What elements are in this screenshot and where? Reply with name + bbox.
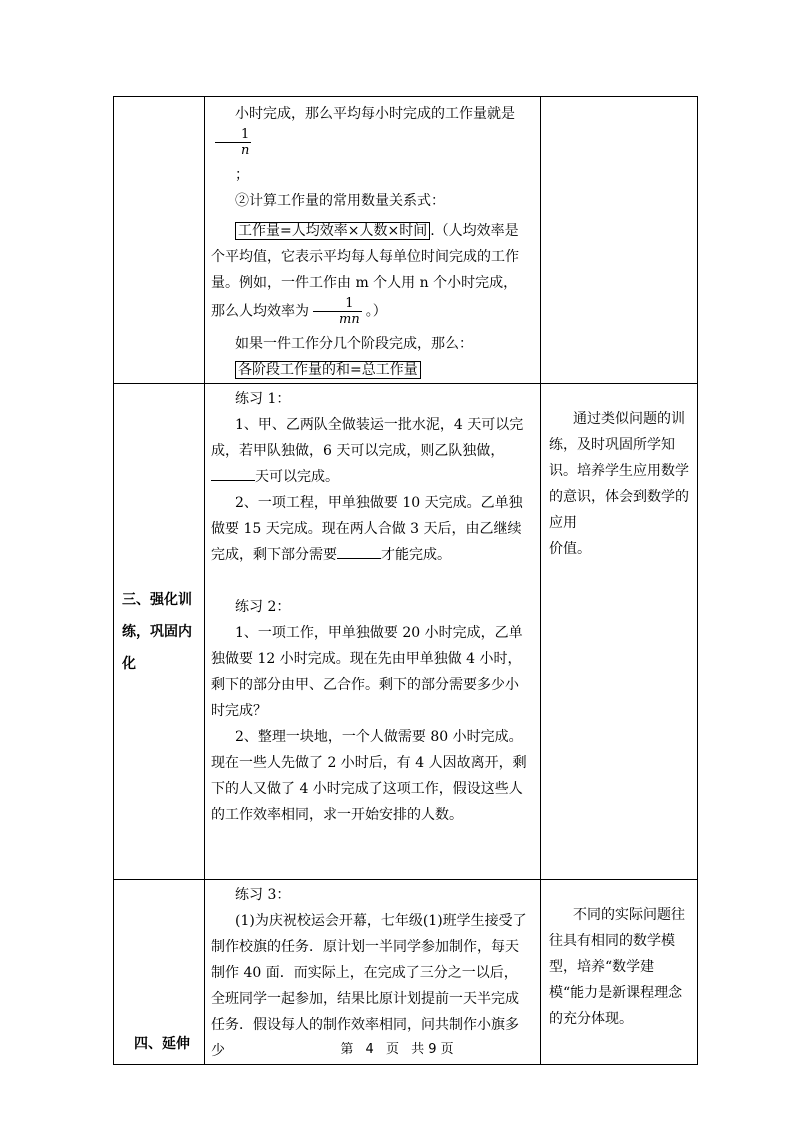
content-cell (205, 384, 541, 880)
section-cell (114, 880, 205, 1065)
note-cell (541, 97, 698, 384)
section-title: 四、延伸 (134, 1036, 190, 1052)
lesson-plan-table (113, 96, 698, 1065)
table-row (114, 97, 698, 384)
content-cell (205, 880, 541, 1065)
text-line: 如果一件工作分几个阶段完成，那么： (235, 336, 473, 352)
text-line (211, 357, 530, 383)
table-row (114, 880, 698, 1065)
text-line: ； (235, 167, 249, 183)
answer-blank (211, 466, 255, 481)
text-line: 小时完成，那么平均每小时完成的工作量就是 $\frac{1}{n}$ (211, 101, 530, 158)
page-number: 4 (365, 1042, 374, 1057)
text-line: ②计算工作量的常用数量关系式： (235, 193, 445, 209)
fraction: $\frac{1}{n}$ (215, 127, 251, 158)
answer-blank (337, 544, 381, 559)
note-cell (541, 880, 698, 1065)
question: 2、整理一块地，一个人做需要 80 小时完成。现在一些人先做了 2 小时后，有 4 人因故离开，剩下的人又做了 4 小时完成了这项工作，假设这些人的工作效率相同，求一开始安排的人数。 (211, 729, 527, 823)
exercise-heading: 练习 2： (235, 599, 291, 615)
question: 1、甲、乙两队全做装运一批水泥，4 天可以完成，若甲队独做，6 天可以完成，则乙队独做，天可以完成。 (211, 417, 524, 485)
section-cell (114, 97, 205, 384)
section-cell (114, 384, 205, 880)
question: (1)为庆祝校运会开幕，七年级(1)班学生接受了制作校旗的任务．原计划一半同学参加制作，每天制作 40 面．而实际上，在完成了三分之一以后，全班同学一起参加，结果比原计划提前一天半完成任务．假设每人的制作效率相同，问共制作小旗多少 (211, 913, 527, 1059)
note-cell (541, 384, 698, 880)
question: 2、一项工程，甲单独做要 10 天完成。乙单独做要 15 天完成。现在两人合做 3 天后，由乙继续完成，剩下部分需要 才能完成。 (211, 495, 523, 563)
page-footer: 第 4 页 共 9 页 (340, 1042, 454, 1057)
section-title: 三、强化训练，巩固内化 (122, 591, 192, 672)
table-row (114, 384, 698, 880)
teaching-note: 通过类似问题的训练，及时巩固所学知识。培养学生应用数学的意识，体会到数学的应用 (549, 411, 689, 531)
teaching-note: 价值。 (549, 541, 591, 557)
exercise-heading: 练习 3： (235, 887, 291, 903)
text-paragraph: 工作量=人均效率×人数×时间 .（人均效率是个平均值，它表示平均每人每单位时间完成的工作量。例如，一件工作由 m 个人用 n 个小时完成，那么人均效率为 $\frac{1}{mn}$ 。） (211, 223, 519, 327)
page-total: 共 9 页 (411, 1042, 454, 1057)
teaching-note: 不同的实际问题往往具有相同的数学模型，培养“数学建模“能力是新课程理念的充分体现。 (549, 907, 685, 1027)
exercise-heading: 练习 1： (235, 391, 291, 407)
content-cell (205, 97, 541, 384)
formula-box: 各阶段工作量的和=总工作量 (235, 361, 421, 379)
formula-box: 工作量=人均效率×人数×时间 (235, 222, 430, 240)
question: 1、一项工作，甲单独做要 20 小时完成，乙单独做要 12 小时完成。现在先由甲单独做 4 小时，剩下的部分由甲、乙合作。剩下的部分需要多少小时完成？ (211, 625, 523, 719)
fraction: $\frac{1}{mn}$ (313, 296, 362, 327)
